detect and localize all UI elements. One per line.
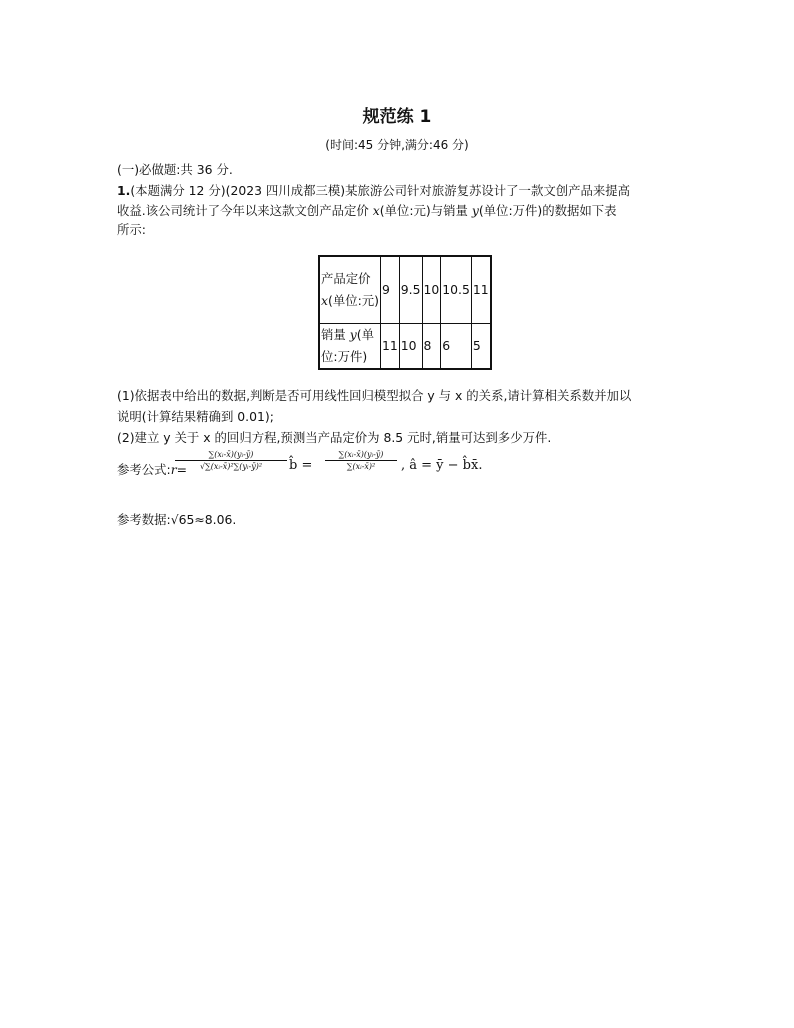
part-1-line-2: 说明(计算结果精确到 0.01); (117, 409, 274, 424)
table-cell: 10.5 (441, 256, 472, 324)
var-y: y (471, 203, 479, 218)
part-1-line-1: (1)依据表中给出的数据,判断是否可用线性回归模型拟合 y 与 x 的关系,请计算相关系数并加以 (117, 388, 632, 403)
header-sales-text: 销量 (321, 327, 350, 342)
question-1-text-2c: (单位:万件)的数据如下表 (478, 203, 617, 218)
table-row-price (319, 256, 491, 324)
question-number: 1. (117, 183, 131, 198)
header-price-unit: (单位:元) (328, 293, 380, 308)
reference-formula (117, 448, 597, 502)
var-x: x (372, 203, 380, 218)
data-table (318, 255, 492, 370)
header-sales-var: y (349, 327, 357, 342)
table-cell: 11 (381, 324, 400, 370)
table-cell: 5 (471, 324, 490, 370)
table-cell: 9.5 (399, 256, 422, 324)
time-score-subtitle: (时间:45 分钟,满分:46 分) (325, 138, 469, 152)
header-price-var: x (321, 293, 328, 308)
table-cell: 9 (381, 256, 400, 324)
formula-b-numerator: ∑(xᵢ-x̄)(yᵢ-ȳ) (338, 450, 384, 459)
table-cell: 10 (399, 324, 422, 370)
formula-r-symbol: r= (170, 462, 188, 477)
formula-b-symbol: b̂ = (289, 458, 313, 473)
question-1-line-1 (117, 181, 630, 199)
formula-b-fraction (325, 450, 397, 471)
page-title: 规范练 1 (362, 107, 432, 127)
formula-r-numerator: ∑(xᵢ-x̄)(yᵢ-ȳ) (208, 450, 254, 459)
reference-data: 参考数据:√65≈8.06. (117, 512, 237, 527)
question-1-text-2a: 收益.该公司统计了今年以来这款文创产品定价 (117, 203, 373, 218)
formula-r-denominator: √∑(xᵢ-x̄)²∑(yᵢ-ȳ)² (199, 462, 263, 471)
table-cell: 8 (422, 324, 441, 370)
question-1-line-3: 所示: (117, 222, 146, 237)
section-heading: (一)必做题:共 36 分. (117, 162, 233, 177)
formula-label-text: 参考公式: (117, 462, 171, 477)
table-header-price (319, 256, 381, 324)
question-1-text-2b: (单位:元)与销量 (379, 203, 472, 218)
table-cell: 6 (441, 324, 472, 370)
table-row-sales (319, 324, 491, 370)
formula-r-fraction (175, 450, 287, 471)
question-1-text-1: (本题满分 12 分)(2023 四川成都三模)某旅游公司针对旅游复苏设计了一款文创产品来提高 (130, 183, 631, 198)
table-cell: 11 (471, 256, 490, 324)
table-cell: 10 (422, 256, 441, 324)
header-price-text: 产品定价 (321, 271, 371, 286)
table-header-sales (319, 324, 381, 370)
formula-b-denominator: ∑(xᵢ-x̄)² (346, 462, 376, 471)
question-1-line-2 (117, 201, 617, 219)
formula-a-expression: , â = ȳ − b̂x̄. (401, 458, 483, 473)
part-2-line-1: (2)建立 y 关于 x 的回归方程,预测当产品定价为 8.5 元时,销量可达到多少万件. (117, 430, 552, 445)
header-sales-unit: (单位:万件) (321, 327, 374, 364)
